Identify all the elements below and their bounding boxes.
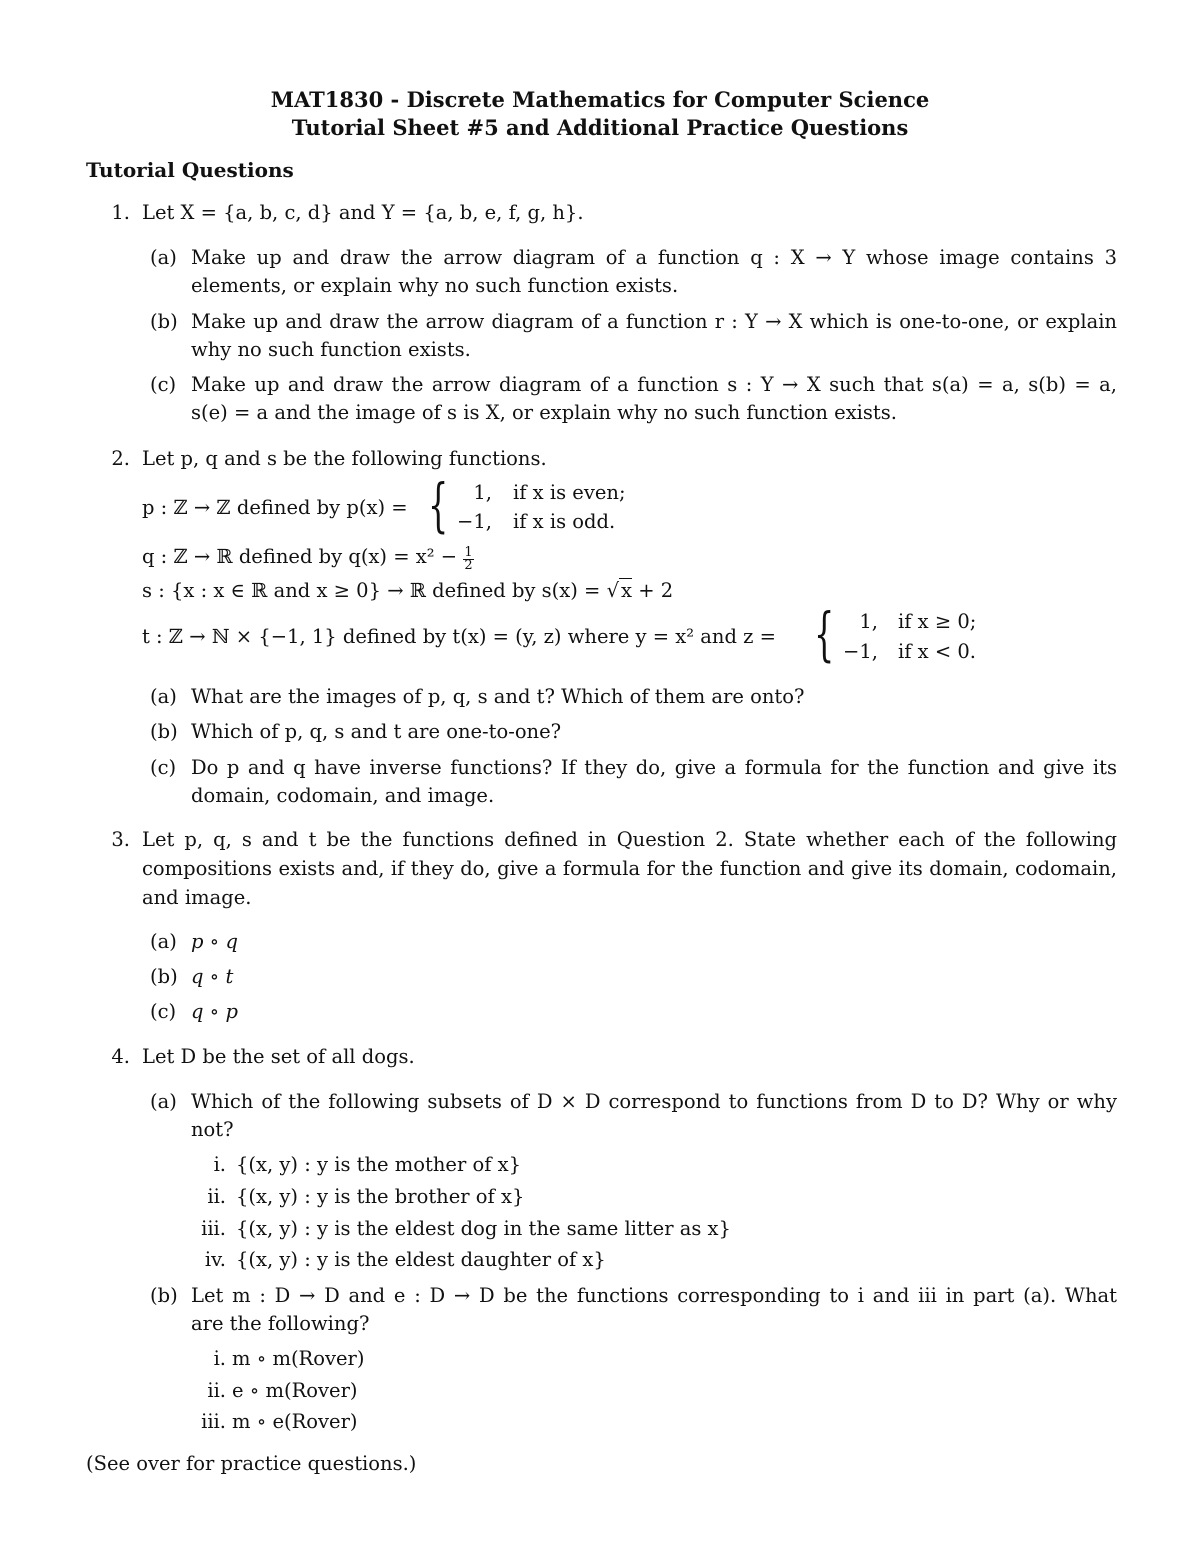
question-4b-line1: Let m : D → D and e : D → D be the functions corresponding to i and iii in part (a). What xyxy=(191,1284,1117,1307)
brace-symbol: { xyxy=(428,471,449,539)
subitem-label: iii. xyxy=(201,1410,226,1433)
subitem-text: {(x, y) : y is the brother of x} xyxy=(236,1185,525,1208)
radicand: x xyxy=(621,579,633,602)
subitem-label: ii. xyxy=(207,1379,226,1402)
part-label: (c) xyxy=(150,756,177,779)
question-3-line3: and image. xyxy=(142,886,252,909)
subitem-label: iii. xyxy=(201,1217,226,1240)
case-condition: if x < 0. xyxy=(898,640,976,663)
subitem-text: m ∘ e(Rover) xyxy=(232,1410,358,1433)
subitem-text: e ∘ m(Rover) xyxy=(232,1379,358,1402)
case-value: 1, xyxy=(859,610,878,633)
s-definition-suffix: + 2 xyxy=(632,579,674,602)
part-label: (c) xyxy=(150,373,177,396)
question-1c-line2: s(e) = a and the image of s is X, or explain why no such function exists. xyxy=(191,401,897,424)
question-2c-line1: Do p and q have inverse functions? If they do, give a formula for the function and give its xyxy=(191,756,1117,779)
part-label: (c) xyxy=(150,1000,177,1023)
question-4-text: Let D be the set of all dogs. xyxy=(142,1045,415,1068)
part-label: (b) xyxy=(150,965,178,988)
fraction xyxy=(463,547,473,572)
fraction-denominator: 2 xyxy=(464,558,473,573)
question-2c-line2: domain, codomain, and image. xyxy=(191,784,495,807)
s-definition-text: s : {x : x ∈ ℝ and x ≥ 0} → ℝ defined by s(x) = √ xyxy=(142,579,620,602)
case-condition: if x is odd. xyxy=(513,510,616,533)
question-number: 2. xyxy=(111,447,130,470)
question-3b-text: q ∘ t xyxy=(191,965,234,988)
question-3-line2: compositions exists and, if they do, give a formula for the function and give its domain, codomain, xyxy=(142,857,1117,880)
part-label: (b) xyxy=(150,1284,178,1307)
case-value: −1, xyxy=(843,640,878,663)
question-2a-text: What are the images of p, q, s and t? Which of them are onto? xyxy=(191,685,805,708)
fraction-numerator: 1 xyxy=(464,545,473,560)
part-label: (a) xyxy=(150,246,177,269)
case-condition: if x ≥ 0; xyxy=(898,610,977,633)
case-condition: if x is even; xyxy=(513,481,626,504)
part-label: (b) xyxy=(150,310,178,333)
question-4b-line2: are the following? xyxy=(191,1312,370,1335)
subitem-text: {(x, y) : y is the eldest dog in the same litter as x} xyxy=(236,1217,731,1240)
brace-symbol: { xyxy=(814,600,835,668)
case-value: −1, xyxy=(457,510,492,533)
subitem-label: iv. xyxy=(204,1248,226,1271)
question-2b-text: Which of p, q, s and t are one-to-one? xyxy=(191,720,562,743)
section-heading: Tutorial Questions xyxy=(86,158,294,182)
function-p-definition: p : ℤ → ℤ defined by p(x) = xyxy=(142,496,408,519)
part-label: (a) xyxy=(150,930,177,953)
question-3a-text: p ∘ q xyxy=(191,930,238,953)
question-4a-line2: not? xyxy=(191,1118,234,1141)
case-value: 1, xyxy=(473,481,492,504)
subitem-label: i. xyxy=(213,1347,226,1370)
function-s-definition xyxy=(142,577,673,605)
subitem-label: ii. xyxy=(207,1185,226,1208)
question-1a-line2: elements, or explain why no such function exists. xyxy=(191,274,679,297)
question-3c-text: q ∘ p xyxy=(191,1000,238,1023)
question-number: 1. xyxy=(111,201,130,224)
question-1b-line1: Make up and draw the arrow diagram of a function r : Y → X which is one-to-one, or explain xyxy=(191,310,1117,333)
question-1a-line1: Make up and draw the arrow diagram of a function q : X → Y whose image contains 3 xyxy=(191,246,1117,269)
footer-note: (See over for practice questions.) xyxy=(86,1452,417,1475)
subitem-text: {(x, y) : y is the mother of x} xyxy=(236,1153,522,1176)
question-1b-line2: why no such function exists. xyxy=(191,338,471,361)
part-label: (a) xyxy=(150,1090,177,1113)
q-definition-text: q : ℤ → ℝ defined by q(x) = x² − xyxy=(142,545,458,568)
question-number: 4. xyxy=(111,1045,130,1068)
question-1c-line1: Make up and draw the arrow diagram of a function s : Y → X such that s(a) = a, s(b) = a, xyxy=(191,373,1117,396)
subitem-label: i. xyxy=(213,1153,226,1176)
question-3-line1: Let p, q, s and t be the functions defined in Question 2. State whether each of the following xyxy=(142,828,1117,851)
question-1-text: Let X = {a, b, c, d} and Y = {a, b, e, f, g, h}. xyxy=(142,201,584,224)
part-label: (b) xyxy=(150,720,178,743)
question-4a-line1: Which of the following subsets of D × D correspond to functions from D to D? Why or why xyxy=(191,1090,1117,1113)
function-t-definition: t : ℤ → ℕ × {−1, 1} defined by t(x) = (y, z) where y = x² and z = xyxy=(142,625,776,648)
question-number: 3. xyxy=(111,828,130,851)
function-q-definition xyxy=(142,543,474,572)
page-subtitle: Tutorial Sheet #5 and Additional Practice Questions xyxy=(291,115,909,140)
subitem-text: {(x, y) : y is the eldest daughter of x} xyxy=(236,1248,606,1271)
question-2-text: Let p, q and s be the following functions. xyxy=(142,447,547,470)
page-title: MAT1830 - Discrete Mathematics for Computer Science xyxy=(270,87,930,112)
subitem-text: m ∘ m(Rover) xyxy=(232,1347,365,1370)
part-label: (a) xyxy=(150,685,177,708)
